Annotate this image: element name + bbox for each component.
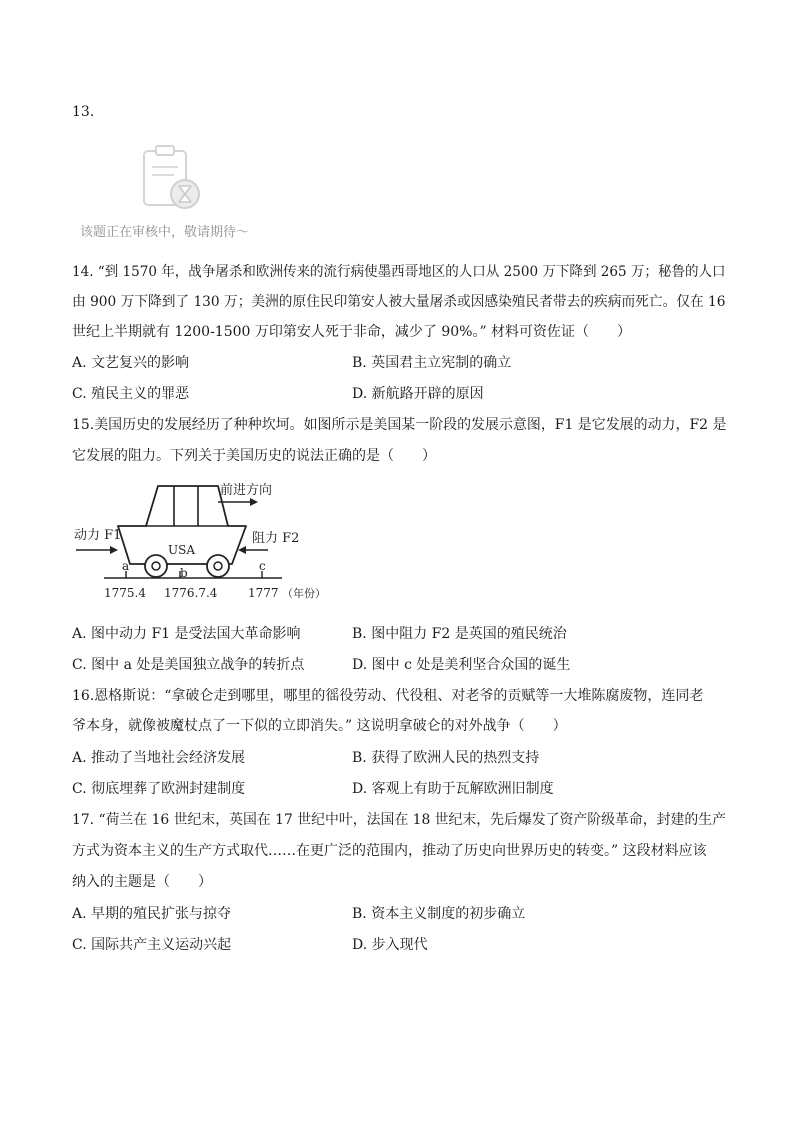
direction-label: 前进方向 — [220, 483, 273, 498]
question-16-option-c[interactable]: C. 彻底埋葬了欧洲封建制度 — [72, 781, 246, 797]
question-13-number: 13. — [72, 104, 95, 120]
question-14-option-c[interactable]: C. 殖民主义的罪恶 — [72, 386, 190, 402]
question-15-option-c[interactable]: C. 图中 a 处是美国独立战争的转折点 — [72, 657, 305, 673]
pending-review-notice: 该题正在审核中，敬请期待～ — [80, 225, 250, 240]
question-14-line-1: 14. “到 1570 年，战争屠杀和欧洲传来的流行病使墨西哥地区的人口从 2500 万下降到 265 万；秘鲁的人口 — [72, 264, 726, 280]
force2-label: 阻力 F2 — [252, 531, 300, 546]
question-15-option-a[interactable]: A. 图中动力 F1 是受法国大革命影响 — [72, 626, 301, 642]
question-14-option-d[interactable]: D. 新航路开辟的原因 — [352, 386, 484, 402]
question-16-option-d[interactable]: D. 客观上有助于瓦解欧洲旧制度 — [352, 781, 554, 797]
question-17-line-2: 方式为资本主义的生产方式取代……在更广泛的范围内，推动了历史向世界历史的转变。” 这段材料应该 — [72, 843, 707, 859]
question-16-option-a[interactable]: A. 推动了当地社会经济发展 — [72, 750, 246, 766]
question-17-option-a[interactable]: A. 早期的殖民扩张与掠夺 — [72, 906, 232, 922]
question-17-option-d[interactable]: D. 步入现代 — [352, 937, 428, 953]
question-15-line-1: 15.美国历史的发展经历了种种坎坷。如图所示是美国某一阶段的发展示意图，F1 是它发展的动力，F2 是 — [72, 417, 727, 433]
usa-development-diagram — [70, 478, 340, 606]
question-16-line-2: 爷本身，就像被魔杖点了一下似的立即消失。” 这说明拿破仑的对外战争（ ） — [72, 718, 567, 734]
axis-unit-label: （年份） — [282, 587, 326, 600]
point-a-label: a — [122, 559, 130, 573]
car-label: USA — [168, 543, 195, 557]
question-17-line-3: 纳入的主题是（ ） — [72, 874, 212, 890]
point-b-label: b — [180, 566, 188, 580]
question-16-line-1: 16.恩格斯说：“拿破仑走到哪里，哪里的徭役劳动、代役租、对老爷的贡赋等一大堆陈腐废物，连同老 — [72, 688, 704, 704]
date-c-label: 1777 — [248, 586, 279, 600]
question-15-option-d[interactable]: D. 图中 c 处是美利坚合众国的诞生 — [352, 657, 571, 673]
date-b-label: 1776.7.4 — [164, 586, 218, 600]
pending-review-icon — [138, 143, 208, 215]
force1-label: 动力 F1 — [74, 528, 122, 543]
question-14-line-2: 由 900 万下降到了 130 万；美洲的原住民印第安人被大量屠杀或因感染殖民者带去的疾病而死亡。仅在 16 — [72, 294, 726, 310]
question-15-line-2: 它发展的阻力。下列关于美国历史的说法正确的是（ ） — [72, 448, 436, 464]
question-17-option-b[interactable]: B. 资本主义制度的初步确立 — [352, 906, 526, 922]
question-14-option-b[interactable]: B. 英国君主立宪制的确立 — [352, 355, 512, 371]
question-17-option-c[interactable]: C. 国际共产主义运动兴起 — [72, 937, 232, 953]
question-17-line-1: 17. “荷兰在 16 世纪末，英国在 17 世纪中叶，法国在 18 世纪末，先后爆发了资产阶级革命，封建的生产 — [72, 812, 727, 828]
date-a-label: 1775.4 — [104, 586, 146, 600]
point-c-label: c — [259, 559, 266, 573]
question-15-option-b[interactable]: B. 图中阻力 F2 是英国的殖民统治 — [352, 626, 567, 642]
question-14-option-a[interactable]: A. 文艺复兴的影响 — [72, 355, 190, 371]
question-16-option-b[interactable]: B. 获得了欧洲人民的热烈支持 — [352, 750, 540, 766]
question-14-line-3: 世纪上半期就有 1200-1500 万印第安人死于非命，减少了 90%。” 材料可资佐证（ ） — [72, 324, 632, 340]
